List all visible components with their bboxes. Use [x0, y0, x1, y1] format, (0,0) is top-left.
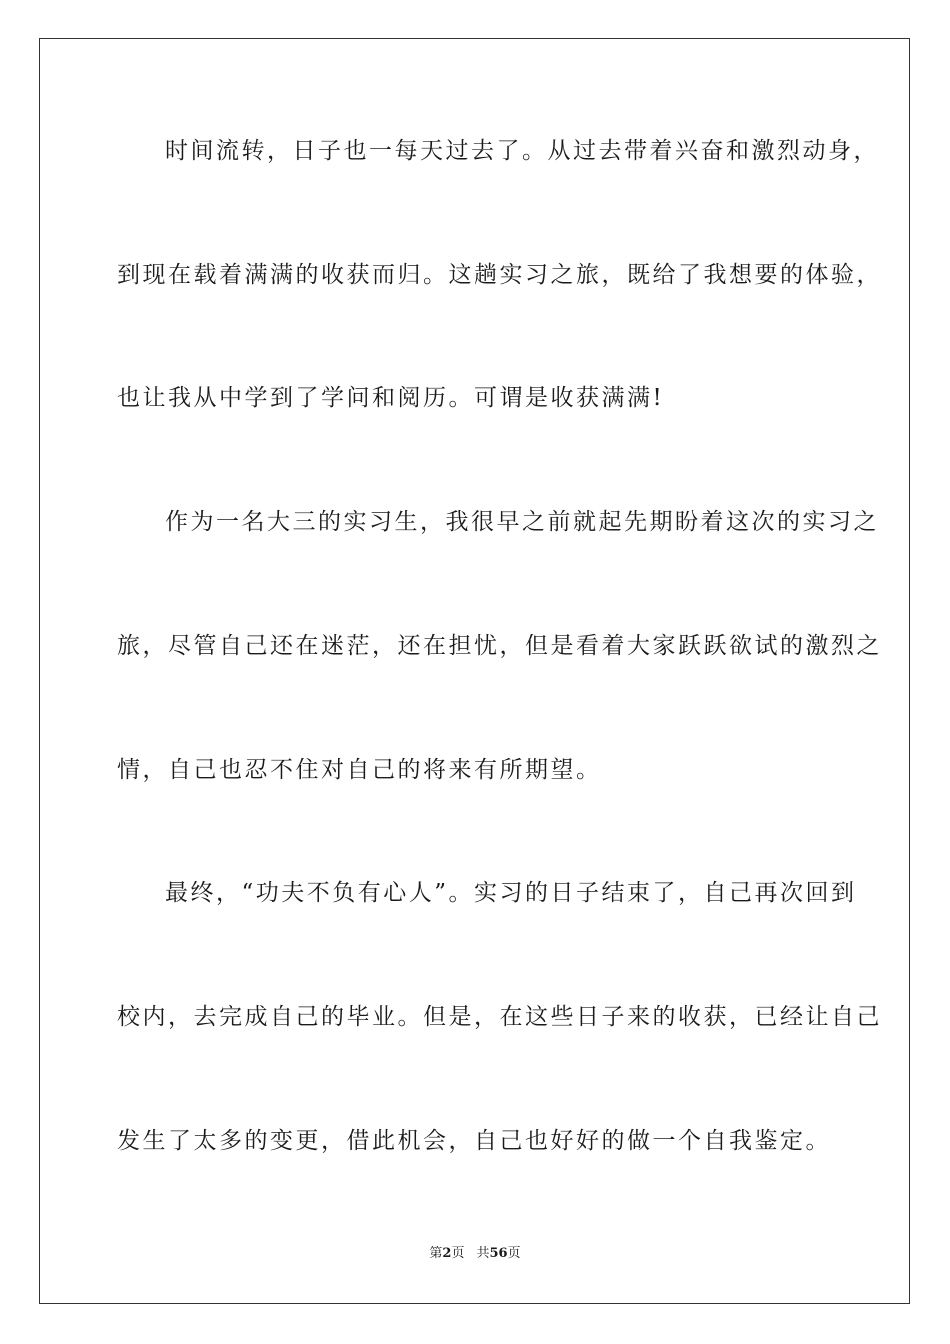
paragraph-2-line-1: 作为一名大三的实习生，我很早之前就起先期盼着这次的实习之	[165, 509, 879, 535]
paragraph-1-line-3: 也让我从中学到了学问和阅历。可谓是收获满满!	[117, 385, 665, 411]
paragraph-2-line-2: 旅，尽管自己还在迷茫，还在担忧，但是看着大家跃跃欲试的激烈之	[117, 633, 882, 659]
page-footer	[0, 1245, 950, 1263]
total-suffix: 页	[507, 1246, 521, 1261]
paragraph-3-line-2: 校内，去完成自己的毕业。但是，在这些日子来的收获，已经让自己	[117, 1004, 882, 1030]
total-prefix: 共	[476, 1246, 490, 1261]
paragraph-1-line-2: 到现在载着满满的收获而归。这趟实习之旅，既给了我想要的体验，	[117, 262, 882, 288]
total-pages-number: 56	[489, 1246, 508, 1261]
paragraph-2-line-3: 情，自己也忍不住对自己的将来有所期望。	[117, 757, 602, 783]
paragraph-3-line-1: 最终，“功夫不负有心人”。实习的日子结束了，自己再次回到	[165, 880, 857, 906]
paragraph-3-line-3: 发生了太多的变更，借此机会，自己也好好的做一个自我鉴定。	[117, 1128, 831, 1154]
page-prefix: 第	[429, 1246, 443, 1261]
page-number-label	[429, 1246, 464, 1261]
paragraph-1-line-1: 时间流转，日子也一每天过去了。从过去带着兴奋和激烈动身，	[165, 138, 879, 164]
page-suffix: 页	[451, 1246, 465, 1261]
page-border	[39, 38, 910, 1304]
current-page-number: 2	[442, 1246, 452, 1261]
total-pages-label	[476, 1246, 520, 1261]
